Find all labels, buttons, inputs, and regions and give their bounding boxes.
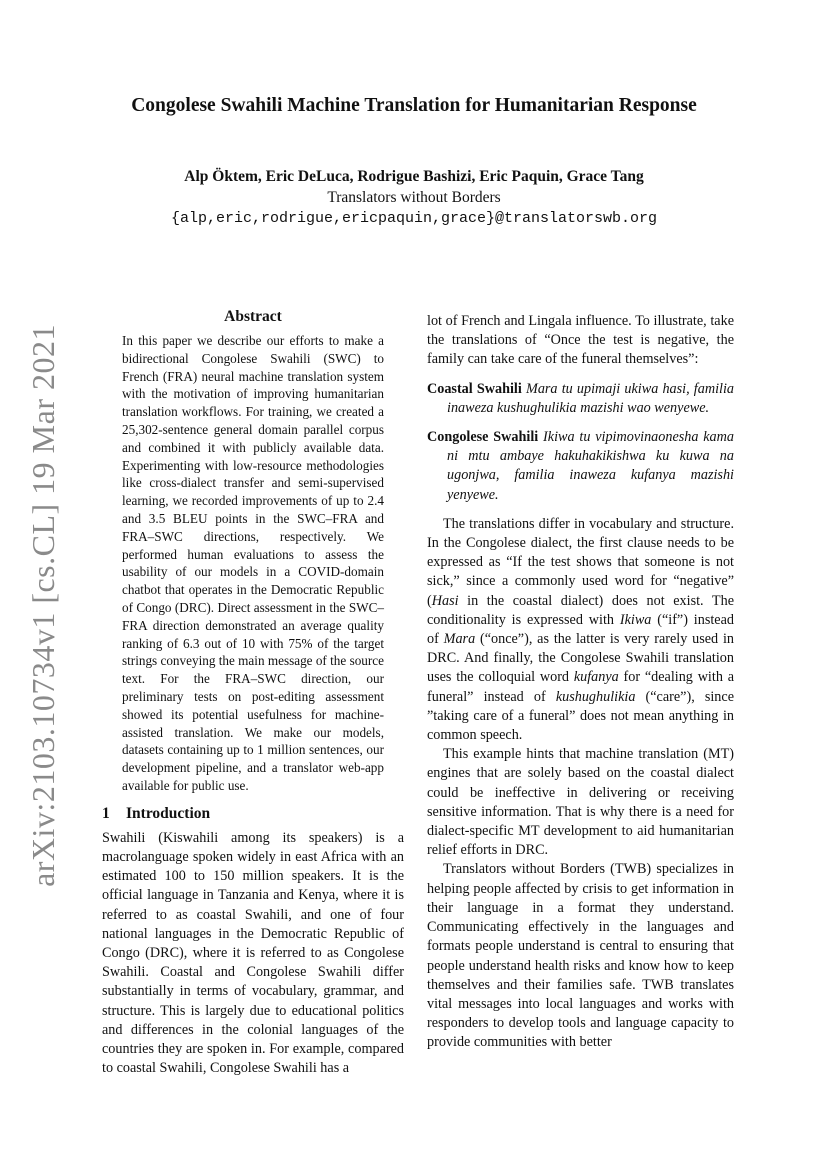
arxiv-sidebar	[18, 323, 68, 887]
paragraph-differences	[427, 515, 734, 745]
emphasis-kufanya: kufanya	[573, 669, 619, 686]
example-text: Ikiwa tu vipimovinaonesha kama ni mtu ambaye hakuhakikishwa ku kuwa na ugonjwa, familia inaweza kufanya mazishi yenyewe.	[447, 429, 734, 503]
example-label: Congolese Swahili	[427, 429, 539, 446]
emphasis-ikiwa: Ikiwa	[619, 611, 652, 628]
emphasis-hasi: Hasi	[431, 592, 459, 609]
right-column	[427, 312, 734, 1053]
arxiv-identifier: arXiv:2103.10734v1 [cs.CL] 19 Mar 2021	[24, 323, 61, 887]
abstract-text: In this paper we describe our efforts to make a bidirectional Congolese Swahili (SWC) to French (FRA) neural machine translation system with the motivation of improving humanitarian translation workflows. For training, we created a 25,302-sentence general domain parallel corpus and combined it with publicly available data. Experimenting with low-resource methodologies like cross-dialect transfer and semi-supervised learning, we recorded improvements of up to 2.4 and 3.5 BLEU points in the SWC–FRA and FRA–SWC directions, respectively. We performed human evaluations to assess the usability of our models in a COVID-domain chatbot that operates in the Democratic Republic of Congo (DRC). Direct assessment in the SWC–FRA direction demonstrated an average quality ranking of 6.3 out of 10 with 75% of the target strings conveying the main message of the source text. For the FRA–SWC direction, our preliminary tests on post-editing assessment showed its potential usefulness for machine-assisted translation. We make our models, datasets containing up to 1 million sentences, our development pipeline, and a translator web-app available for public use.	[122, 333, 384, 793]
text-run: (“care”), since ”taking care of a funeral” does not mean anything in common speech.	[427, 688, 734, 744]
intro-paragraph-1: Swahili (Kiswahili among its speakers) is a macrolanguage spoken widely in east Africa with an estimated 100 to 150 million speakers. It is the official language in Tanzania and Kenya, where it is referred to as coastal Swahili, and one of four national languages in the Democratic Republic of Congo (DRC), where it is referred to as Congolese Swahili. Coastal and Congolese Swahili differ substantially in terms of vocabulary, grammar, and structure. This is largely due to educational politics and differences in the colonial languages of the countries they are spoken in. For example, compared to coastal Swahili, Congolese Swahili has a	[102, 829, 404, 1077]
section-title: Introduction	[126, 804, 211, 822]
text-run: for “dealing with a funeral” instead of	[427, 669, 734, 705]
example-coastal	[427, 380, 734, 418]
abstract-heading: Abstract	[224, 308, 282, 325]
paper-title: Congolese Swahili Machine Translation for Humanitarian Response	[131, 95, 697, 116]
paragraph-mt-hint: This example hints that machine translation (MT) engines that are solely based on the coastal dialect could be ineffective in delivering or receiving sensitive information. That is why there is a need for dialect-specific MT development to aid humanitarian relief efforts in DRC.	[427, 746, 734, 859]
example-text: Mara tu upimaji ukiwa hasi, familia inaweza kushughulikia mazishi wao wenyewe.	[447, 380, 735, 416]
author-block	[0, 166, 828, 229]
text-run: in the coastal dialect) does not exist. The conditionality is expressed with	[427, 592, 734, 628]
section-heading-introduction	[102, 805, 404, 823]
example-label: Coastal Swahili	[427, 380, 522, 397]
affiliation: Translators without Borders	[327, 189, 501, 206]
example-congolese	[427, 428, 734, 505]
text-run: (“once”), as the latter is very rarely used in DRC. And finally, the Congolese Swahili translation uses the colloquial word	[427, 631, 734, 686]
emphasis-kushughulikia: kushughulikia	[555, 688, 636, 705]
author-names: Alp Öktem, Eric DeLuca, Rodrigue Bashizi, Eric Paquin, Grace Tang	[184, 168, 644, 185]
text-run: (“if”) instead of	[427, 611, 734, 648]
paragraph-continued: lot of French and Lingala influence. To illustrate, take the translations of “Once the test is negative, the family can take care of the funeral themselves”:	[427, 313, 734, 368]
emphasis-mara: Mara	[443, 631, 476, 648]
left-column	[102, 308, 404, 1078]
paragraph-twb: Translators without Borders (TWB) specializes in helping people affected by crisis to get information in their language in a format they understand. Communicating effectively in the languages and formats people understand is central to ensuring that people understand health risks and know how to keep themselves and their families safe. TWB translates vital messages into local languages and works with responders to develop tools and language capacity to provide communities with better	[427, 861, 734, 1051]
section-number: 1	[102, 804, 110, 822]
text-run: The translations differ in vocabulary and structure. In the Congolese dialect, the first clause needs to be expressed as “If the test shows that someone is not sick,” since a commonly used word for “negative” (	[427, 515, 734, 609]
author-emails: {alp,eric,rodrigue,ericpaquin,grace}@translatorswb.org	[170, 210, 658, 227]
